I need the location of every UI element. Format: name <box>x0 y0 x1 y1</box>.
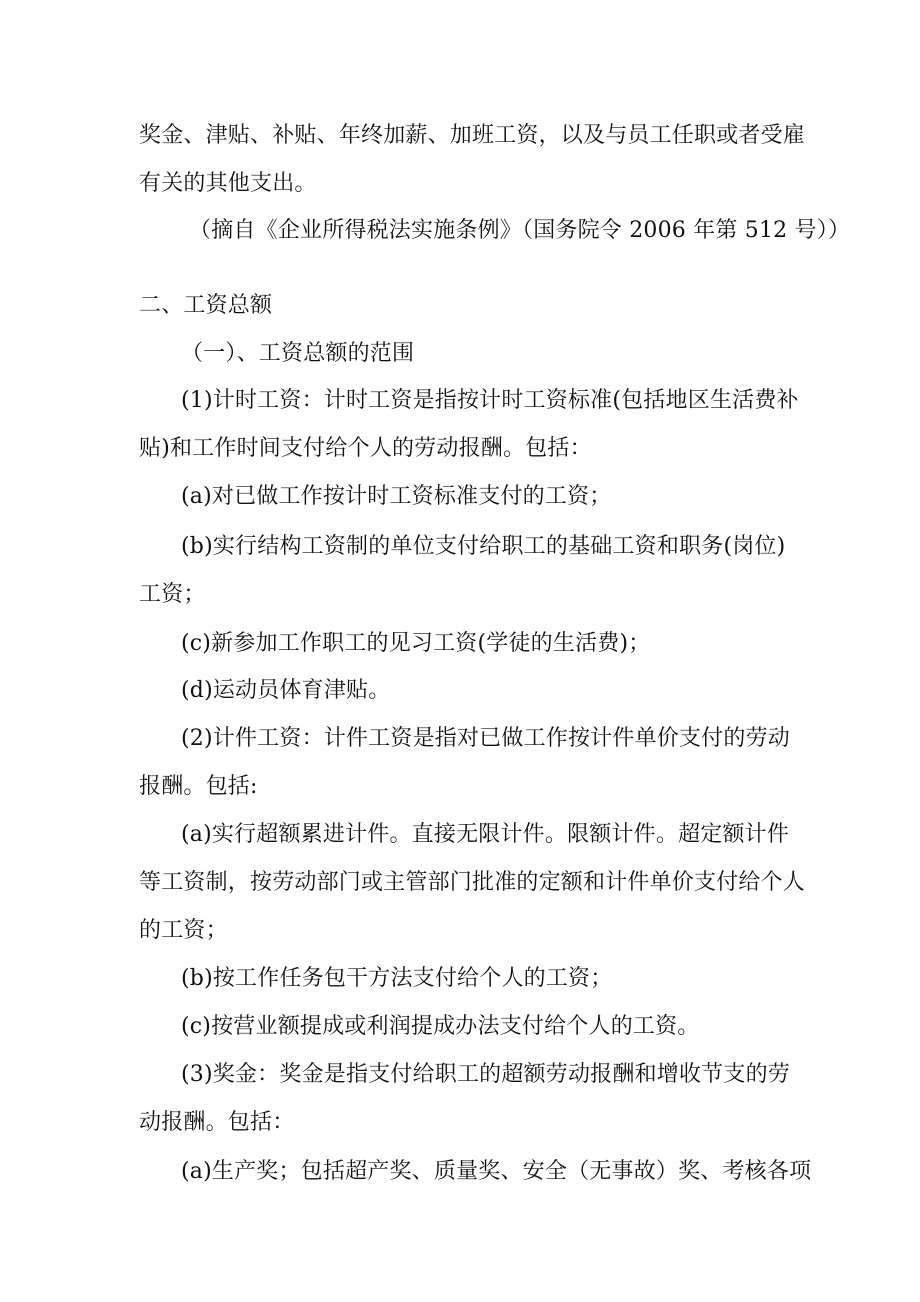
list-item: (d)运动员体育津贴。 <box>181 678 391 703</box>
list-item-continuation: 工资； <box>139 582 206 607</box>
source-citation: （摘自《企业所得税法实施条例》（国务院令 2006 年第 512 号）） <box>189 218 851 243</box>
paragraph-line: (2)计件工资：计件工资是指对已做工作按计件单价支付的劳动 <box>181 726 790 751</box>
paragraph-line: (1)计时工资：计时工资是指按计时工资标准(包括地区生活费补 <box>181 388 799 413</box>
list-item: (a)实行超额累进计件。直接无限计件。限额计件。超定额计件 <box>181 822 790 847</box>
paragraph-line: 动报酬。包括： <box>139 1110 295 1135</box>
paragraph-line: (3)奖金：奖金是指支付给职工的超额劳动报酬和增收节支的劳 <box>181 1062 790 1087</box>
list-item: (a)对已做工作按计时工资标准支付的工资； <box>181 484 612 509</box>
list-item: (c)新参加工作职工的见习工资(学徒的生活费)； <box>181 631 651 656</box>
list-item: (b)实行结构工资制的单位支付给职工的基础工资和职务(岗位) <box>181 534 786 559</box>
paragraph-line: 奖金、津贴、补贴、年终加薪、加班工资，以及与员工任职或者受雇 <box>139 123 806 148</box>
list-item-continuation: 等工资制，按劳动部门或主管部门批准的定额和计件单价支付给个人 <box>139 870 806 895</box>
list-item: (c)按营业额提成或利润提成办法支付给个人的工资。 <box>181 1014 700 1039</box>
paragraph-line: 报酬。包括: <box>139 774 258 799</box>
list-item-continuation: 的工资； <box>139 918 228 943</box>
list-item: (a)生产奖；包括超产奖、质量奖、安全（无事故）奖、考核各项 <box>181 1159 812 1184</box>
list-item: (b)按工作任务包干方法支付给个人的工资； <box>181 966 613 991</box>
paragraph-line: 有关的其他支出。 <box>139 171 317 196</box>
subsection-heading: （一）、工资总额的范围 <box>181 341 415 366</box>
section-heading: 二、工资总额 <box>139 293 273 318</box>
paragraph-line: 贴)和工作时间支付给个人的劳动报酬。包括： <box>139 436 592 461</box>
